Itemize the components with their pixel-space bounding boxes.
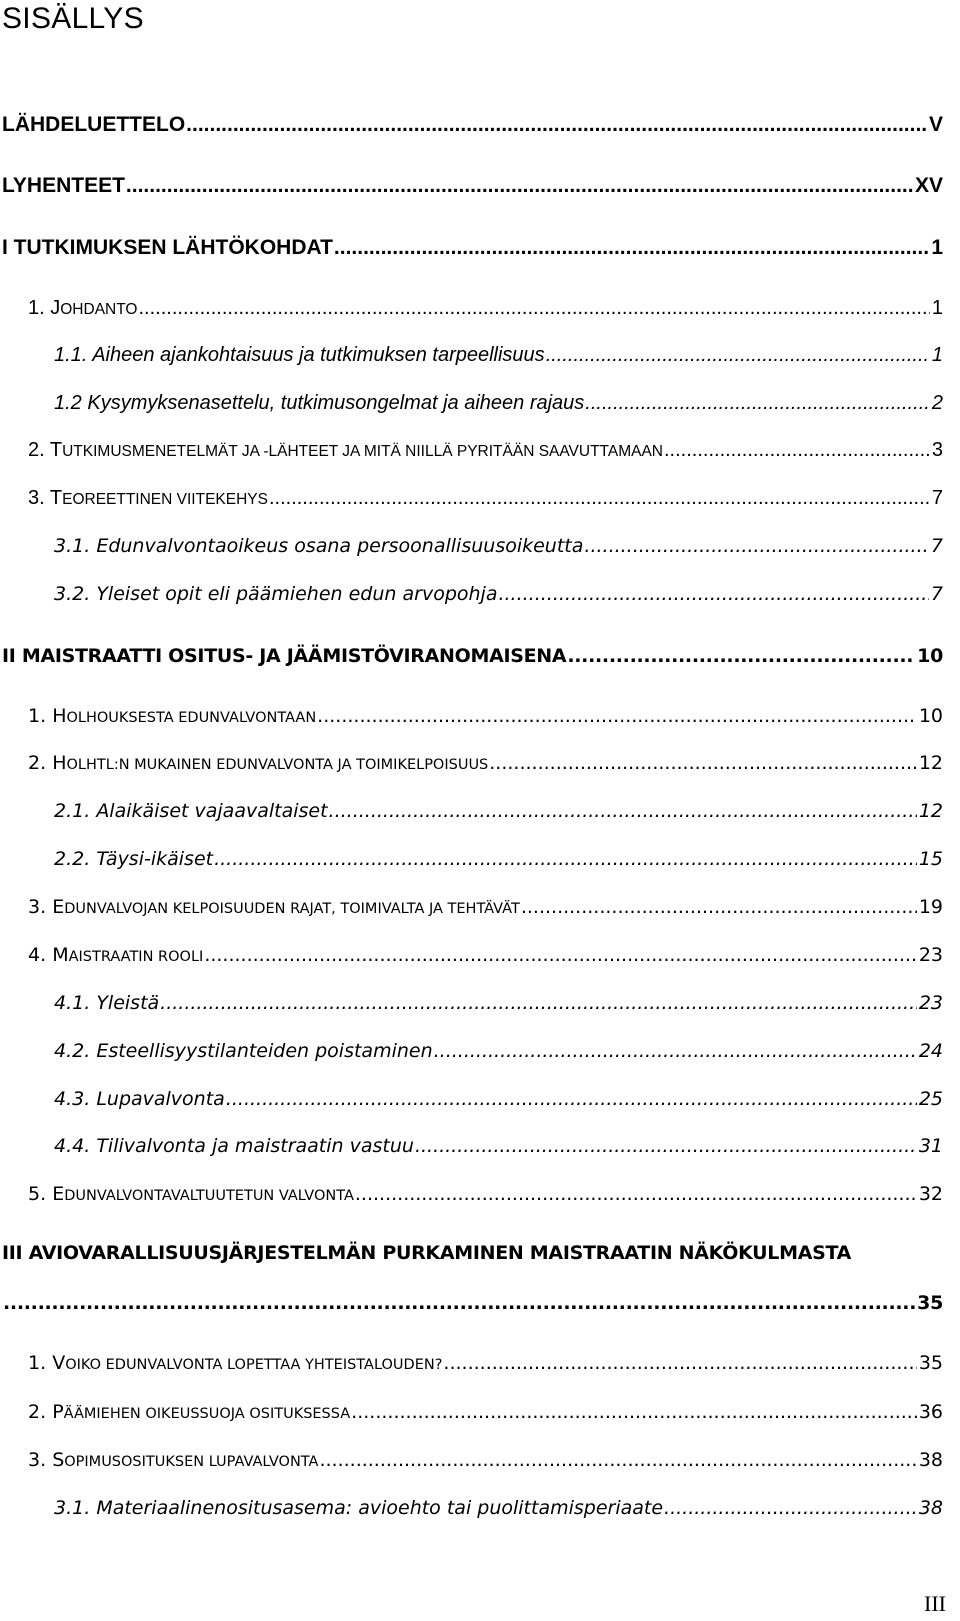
- toc-entry[interactable]: [2, 645, 943, 667]
- toc-page: 10: [918, 705, 943, 727]
- toc-leader: [434, 1040, 917, 1062]
- toc-page: 2: [931, 392, 943, 414]
- toc-label: 2. HOLHTL:N MUKAINEN EDUNVALVONTA JA TOIMIKELPOISUUS: [28, 752, 489, 774]
- toc-entry[interactable]: [54, 583, 943, 605]
- toc-label: 3. EDUNVALVOJAN KELPOISUUDEN RAJAT, TOIMIVALTA JA TEHTÄVÄT: [28, 896, 520, 918]
- toc-leader: [186, 113, 927, 137]
- toc-label: 1. VOIKO EDUNVALVONTA LOPETTAA YHTEISTALOUDEN?: [28, 1352, 443, 1374]
- toc-entry[interactable]: [28, 705, 943, 727]
- toc-entry[interactable]: [28, 1449, 943, 1471]
- toc-number: 3.: [28, 896, 47, 918]
- toc-leader: [351, 1401, 917, 1423]
- toc-label: 2. PÄÄMIEHEN OIKEUSSUOJA OSITUKSESSA: [28, 1401, 351, 1423]
- toc-leader: [226, 1088, 917, 1110]
- toc-page: 23: [918, 944, 943, 966]
- toc-number: 2.: [28, 1401, 47, 1423]
- toc-page: 10: [917, 645, 943, 667]
- toc-page: 1: [931, 297, 943, 319]
- toc-number: 1.1.: [54, 344, 88, 366]
- toc-page: 35: [918, 1352, 943, 1374]
- toc-leader: [355, 1183, 917, 1205]
- toc-number: 4.2.: [54, 1040, 91, 1062]
- toc-entry[interactable]: [28, 1401, 943, 1423]
- toc-label: LÄHDELUETTELO: [2, 113, 186, 136]
- toc-leader: [329, 800, 917, 822]
- toc-label: 1. HOLHOUKSESTA EDUNVALVONTAAN: [28, 705, 317, 727]
- toc-page: 19: [918, 896, 943, 918]
- toc-number: 5.: [28, 1183, 47, 1205]
- toc-leader: [567, 645, 915, 667]
- toc-number: 3.1.: [54, 535, 91, 557]
- toc-number: 3.1.: [54, 1497, 91, 1519]
- toc-leader: [269, 487, 930, 510]
- toc-leader: [546, 344, 930, 367]
- toc-leader: [126, 174, 913, 198]
- toc-label: 3.2. Yleiset opit eli päämiehen edun arvopohja: [54, 583, 498, 605]
- toc-page: 15: [918, 848, 943, 870]
- page-number: III: [924, 1591, 946, 1616]
- toc-entry[interactable]: [2, 236, 943, 260]
- toc-label: 4. MAISTRAATIN ROOLI: [28, 944, 204, 966]
- toc-label: 5. EDUNVALVONTAVALTUUTETUN VALVONTA: [28, 1183, 354, 1205]
- part-three-title: III AVIOVARALLISUUSJÄRJESTELMÄN PURKAMINEN MAISTRAATIN NÄKÖKULMASTA: [2, 1242, 852, 1264]
- toc-leader: [415, 1135, 917, 1157]
- toc-leader: [317, 705, 917, 727]
- toc-entry[interactable]: [2, 1292, 943, 1314]
- toc-entry[interactable]: [28, 439, 943, 462]
- toc-number: 3.2.: [54, 583, 91, 605]
- toc-page: 25: [918, 1088, 943, 1110]
- toc-label: 2.1. Alaikäiset vajaavaltaiset: [54, 800, 328, 822]
- toc-leader: [443, 1352, 916, 1374]
- toc-label: 1. JOHDANTO: [28, 297, 138, 319]
- toc-entry[interactable]: [54, 800, 943, 822]
- toc-page: 7: [930, 583, 943, 605]
- toc-leader: [664, 439, 930, 462]
- toc-entry[interactable]: [28, 1352, 943, 1374]
- toc-number: 4.4.: [54, 1135, 91, 1157]
- toc-page: 32: [918, 1183, 943, 1205]
- toc-leader: [498, 583, 928, 605]
- toc-leader: [214, 848, 917, 870]
- toc-page: 3: [931, 439, 943, 461]
- toc-entry[interactable]: [54, 392, 943, 415]
- toc-page: 12: [918, 752, 943, 774]
- toc-number: 1.2: [54, 392, 82, 414]
- toc-entry[interactable]: [54, 1497, 943, 1519]
- toc-leader: [489, 752, 917, 774]
- toc-label: 1.2 Kysymyksenasettelu, tutkimusongelmat ja aiheen rajaus: [54, 392, 585, 414]
- toc-number: 1.: [28, 1352, 47, 1374]
- toc-label: 4.4. Tilivalvonta ja maistraatin vastuu: [54, 1135, 414, 1157]
- page-title: SISÄLLYS: [2, 2, 144, 35]
- toc-leader: [521, 896, 917, 918]
- toc-entry[interactable]: [2, 174, 943, 198]
- toc-label: 3.1. Edunvalvontaoikeus osana persoonallisuusoikeutta: [54, 535, 584, 557]
- toc-page: 1: [931, 236, 943, 259]
- toc-label: I TUTKIMUKSEN LÄHTÖKOHDAT: [2, 236, 333, 259]
- toc-label: II MAISTRAATTI OSITUS- JA JÄÄMISTÖVIRANOMAISENA: [2, 645, 567, 667]
- toc-page: 35: [917, 1292, 943, 1314]
- toc-page: 23: [918, 992, 943, 1014]
- toc-number: 2.: [28, 752, 47, 774]
- toc-number: 4.: [28, 944, 47, 966]
- toc-label: 4.3. Lupavalvonta: [54, 1088, 225, 1110]
- toc-leader: [204, 944, 917, 966]
- toc-leader: [319, 1449, 916, 1471]
- toc-label: 4.2. Esteellisyystilanteiden poistaminen: [54, 1040, 433, 1062]
- toc-entry[interactable]: [28, 896, 943, 918]
- toc-entry[interactable]: [2, 113, 943, 137]
- toc-page: 38: [918, 1497, 943, 1519]
- toc-number: 2.: [28, 439, 45, 461]
- toc-number: 3.: [28, 487, 45, 509]
- toc-page: XV: [914, 174, 943, 197]
- toc-number: 4.1.: [54, 992, 91, 1014]
- toc-label: 3.1. Materiaalinenositusasema: avioehto tai puolittamisperiaate: [54, 1497, 664, 1519]
- toc-label: 2.2. Täysi-ikäiset: [54, 848, 214, 870]
- toc-label: 2. TUTKIMUSMENETELMÄT JA -LÄHTEET JA MITÄ NIILLÄ PYRITÄÄN SAAVUTTAMAAN: [28, 439, 663, 461]
- toc-leader: [3, 1292, 915, 1314]
- toc-leader: [160, 992, 917, 1014]
- toc-number: 2.2.: [54, 848, 91, 870]
- toc-entry[interactable]: [54, 1135, 943, 1157]
- toc-page: 12: [918, 800, 943, 822]
- toc-entry[interactable]: [54, 535, 943, 557]
- toc-page: V: [928, 113, 943, 136]
- toc-entry[interactable]: [28, 944, 943, 966]
- toc-page: 36: [918, 1401, 943, 1423]
- toc-entry[interactable]: [28, 752, 943, 774]
- toc-entry[interactable]: [54, 1040, 943, 1062]
- toc-page: 31: [918, 1135, 943, 1157]
- toc-page: 7: [930, 535, 943, 557]
- toc-leader: [334, 236, 929, 260]
- toc-page: 24: [918, 1040, 943, 1062]
- toc-entry[interactable]: [54, 344, 943, 367]
- toc-number: 1.: [28, 705, 47, 727]
- toc-entry[interactable]: [54, 992, 943, 1014]
- toc-label: 4.1. Yleistä: [54, 992, 160, 1014]
- toc-label: 1.1. Aiheen ajankohtaisuus ja tutkimuksen tarpeellisuus: [54, 344, 545, 366]
- toc-page: 38: [918, 1449, 943, 1471]
- toc-leader: [664, 1497, 917, 1519]
- toc-leader: [584, 535, 929, 557]
- toc-label: 3. SOPIMUSOSITUKSEN LUPAVALVONTA: [28, 1449, 319, 1471]
- toc-number: 4.3.: [54, 1088, 91, 1110]
- toc-page: 7: [931, 487, 943, 509]
- toc-entry[interactable]: [28, 1183, 943, 1205]
- toc-leader: [138, 297, 929, 320]
- toc-entry[interactable]: [28, 297, 943, 320]
- toc-leader: [585, 392, 930, 415]
- toc-label: LYHENTEET: [2, 174, 125, 197]
- toc-page: 1: [931, 344, 943, 366]
- toc-number: 3.: [28, 1449, 47, 1471]
- toc-entry[interactable]: [28, 487, 943, 510]
- toc-entry[interactable]: [54, 1088, 943, 1110]
- toc-label: 3. TEOREETTINEN VIITEKEHYS: [28, 487, 268, 509]
- toc-entry[interactable]: [54, 848, 943, 870]
- toc-number: 2.1.: [54, 800, 91, 822]
- toc-number: 1.: [28, 297, 45, 319]
